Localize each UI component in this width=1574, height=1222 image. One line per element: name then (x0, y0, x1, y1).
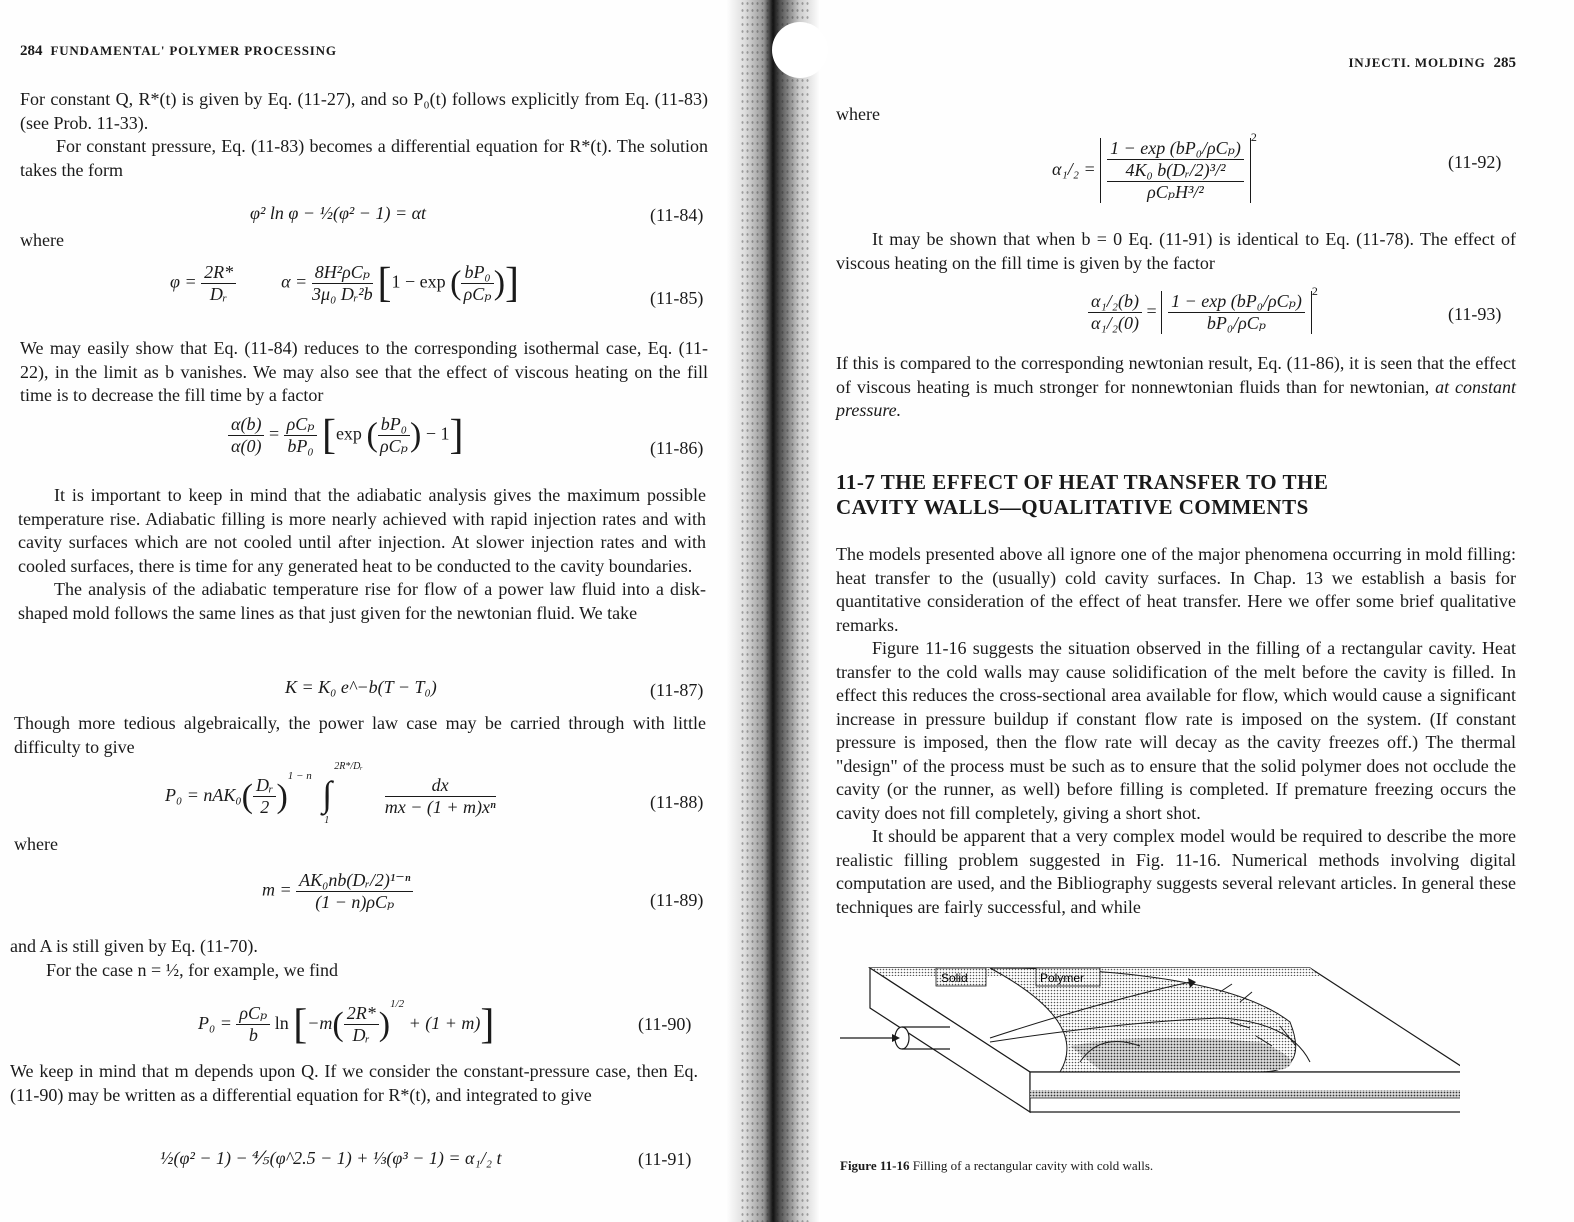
paragraph: We keep in mind that m depends upon Q. If we consider the constant-pressure case, then Eq. (11-90) may be written as a differential equation for R*(t), and integrated to give (10, 1061, 698, 1105)
page-number: 284 (20, 43, 43, 59)
paragraph: If this is compared to the corresponding newtonian result, Eq. (11-86), it is seen that the effect of viscous heating is much stronger for nonnewtonian fluids than for newtonian, at constant pressure. (836, 353, 1517, 420)
equation-number: (11-90) (638, 1014, 692, 1034)
figure-caption-label: Figure 11-16 (840, 1158, 910, 1173)
equation-11-85: φ = $\frac{2R*}{\text{Dᵣ}}$ α = $\frac{\text{8H²ρCₚ}}{\text{3μ₀ Dᵣ²b}}$ [1 − exp ( $\frac{\text{bP₀}}{\text{ρCₚ}}$ )] (170, 260, 520, 307)
label-solid: Solid (941, 971, 968, 985)
equation-number: (11-92) (1448, 152, 1502, 172)
page-number: 285 (1493, 55, 1516, 71)
equation-number: (11-93) (1448, 304, 1502, 324)
running-head: INJECTI. MOLDING (1348, 55, 1486, 70)
paragraph: Though more tedious algebraically, the power law case may be carried through with little difficulty to give (14, 713, 706, 757)
equation-11-89: m = $\frac{\text{AK₀nb(Dᵣ/2)¹⁻ⁿ}}{\text{(1 − n)ρCₚ}}$ (262, 870, 413, 913)
figure-caption-text: Filling of a rectangular cavity with cold walls. (912, 1158, 1154, 1173)
paragraph: The models presented above all ignore one of the major phenomena occurring in mold filling: heat transfer to the (usually) cold cavity surfaces. In Chap. 13 we establish a basis for quantitative consideration of the effect of heat transfer. Here we offer some brief qualitative remarks. Figure 11-16 suggests the situation observed in the filling of a rectangular cavity. Heat transfer to the cold walls may cause solidification of the melt before the cavity is filled. In effect this reduces the cross-sectional area available for flow, which would cause a significant increase in pressure buildup if constant flow rate is imposed on the system. (If constant pressure is imposed, then the flow rate will decay as the cavity freezes off.) The thermal "design" of the process must be such as to ensure that the solid polymer does not occlude the cavity (or the runner, as well) before filling is completed. If premature freezing occurs the cavity does not fill completely, giving a short shot. It should be apparent that a very complex model would be required to describe the more realistic filling problem suggested in Fig. 11-16. Numerical methods involving digital computation are used, and the Bibliography suggests several relevant articles. In general these techniques are fairly successful, and while (836, 544, 1516, 917)
equation-11-88: P₀ = nAK₀( $\frac{\text{Dᵣ}}{2}$ )$^{1 - n}$ ∫ 2R*/Dᵣ 1 $\frac{dx}{\text{mx − (1 + m)xⁿ}}$ (165, 760, 496, 826)
paragraph: and A is still given by Eq. (11-70). For the case n = ½, for example, we find (10, 936, 339, 980)
equation-11-86: $\frac{\alpha(b)}{\alpha(0)}$ = $\frac{\text{ρCₚ}}{\text{bP₀}}$ [exp ( $\frac{\text{bP₀}}{\text{ρCₚ}}$ ) − 1] (228, 414, 464, 457)
paragraph: For constant Q, R*(t) is given by Eq. (11-27), and so P₀(t) follows explicitly from Eq. (11-83) (see Prob. 11-33). For constant pressure, Eq. (11-83) becomes a differential equation for R*(t). The solution takes the form (20, 89, 708, 180)
equation-11-91: ½(φ² − 1) − ⅘(φ^2.5 − 1) + ⅓(φ³ − 1) = α₁/₂ t (160, 1148, 502, 1168)
figure-caption (840, 1158, 1153, 1174)
solid-skin-front (1030, 1090, 1460, 1098)
label-polymer: Polymer (1040, 971, 1085, 985)
paragraph: It may be shown that when b = 0 Eq. (11-91) is identical to Eq. (11-78). The effect of viscous heating on the fill time is given by the factor (836, 229, 1516, 273)
equation-11-92: α₁/₂ = 1 − exp (bP₀/ρCₚ) 4K₀ b(Dᵣ/2)³/² ρCₚH³/² $^2$ (1052, 130, 1257, 203)
section-heading: 11-7 THE EFFECT OF HEAT TRANSFER TO THE CAVITY WALLS—QUALITATIVE COMMENTS (836, 470, 1329, 519)
running-head: FUNDAMENTAL' POLYMER PROCESSING (50, 43, 337, 58)
right-page (790, 0, 1574, 1222)
where-label: where (836, 104, 880, 124)
equation-number: (11-89) (650, 890, 704, 910)
paragraph: We may easily show that Eq. (11-84) reduces to the corresponding isothermal case, Eq. (11-22), in the limit as b vanishes. We may also see that the effect of viscous heating on the fill time is to decrease the fill time by a factor (20, 338, 708, 405)
left-page-header (20, 42, 337, 60)
equation-number: (11-85) (650, 288, 704, 308)
equation-11-90: P₀ = $\frac{\text{ρCₚ}}{b}$ ln [−m( $\frac{2R*}{\text{Dᵣ}}$ )$^{1/2}$ + (1 + m)] (198, 998, 495, 1048)
right-page-header (1348, 54, 1516, 72)
equation-number: (11-84) (650, 205, 704, 225)
paragraph: It is important to keep in mind that the adiabatic analysis gives the maximum possible temperature rise. Adiabatic filling is more nearly achieved with rapid injection rates and with cavity surfaces which are not cooled until after injection. At slower injection rates and with cooled surfaces, there is time for any generated heat to be conducted to the cavity boundaries. The analysis of the adiabatic temperature rise for flow of a power law fluid into a disk-shaped mold follows the same lines as that just given for the newtonian fluid. We take (18, 485, 706, 623)
equation-number: (11-91) (638, 1149, 692, 1169)
solid-bottom-region (1070, 1038, 1291, 1070)
equation-number: (11-87) (650, 680, 704, 700)
where-label: where (20, 230, 64, 250)
equation-11-84: φ² ln φ − ½(φ² − 1) = αt (250, 203, 427, 223)
left-page (0, 0, 760, 1222)
equation-11-87: K = K₀ e^−b(T − T₀) (285, 677, 437, 697)
equation-11-93: $\frac{\text{α₁/₂(b)}}{\text{α₁/₂(0)}}$ = $\frac{\text{1 − exp (bP₀/ρCₚ)}}{\text{bP₀/ρCₚ}}$ $^2$ (1088, 284, 1318, 334)
equation-number: (11-88) (650, 792, 704, 812)
where-label: where (14, 834, 58, 854)
figure-11-16 (840, 962, 1460, 1144)
equation-number: (11-86) (650, 438, 704, 458)
